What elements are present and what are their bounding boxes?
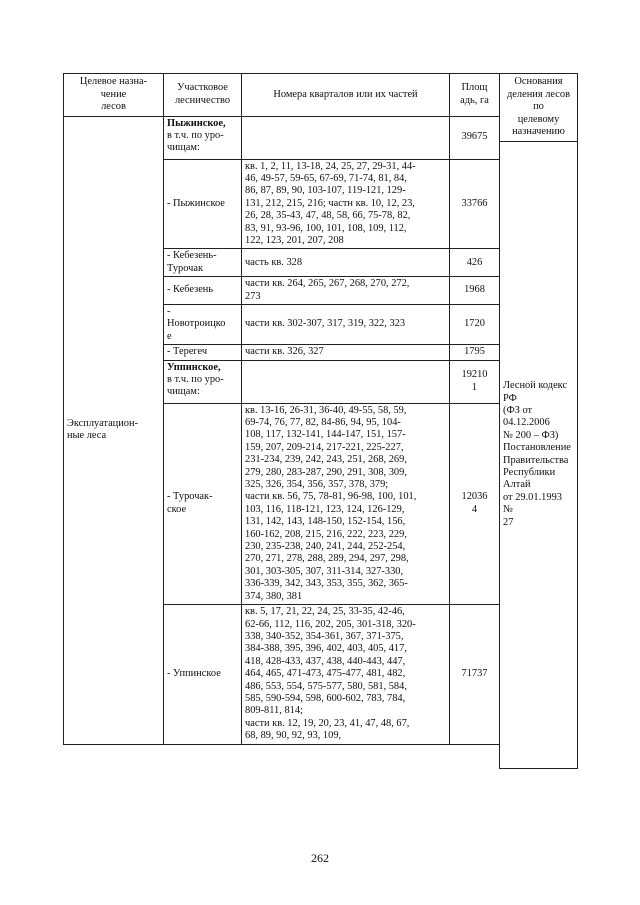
header-district: Участковое лесничество xyxy=(164,74,242,117)
blocks-cell xyxy=(242,116,450,159)
district-name: - Новотроицко е xyxy=(164,304,242,344)
district-name-bold: Пыжинское, xyxy=(167,117,226,129)
area-cell: 39675 xyxy=(450,116,500,159)
blocks-cell: части кв. 302-307, 317, 319, 322, 323 xyxy=(242,304,450,344)
district-cell xyxy=(164,360,242,403)
district-name: - Терегеч xyxy=(164,345,242,360)
district-name: - Кебезень- Турочак xyxy=(164,249,242,277)
blocks-cell: кв. 13-16, 26-31, 36-40, 49-55, 58, 59, 69-74, 76, 77, 82, 84-86, 94, 95, 104- 108, 117, 132-141, 144-147, 151, 157- 159, 207, 209-214, 217-221, 225-227, 231-234, 239, 242, 243, 251, 268, 269, 279, 280, 283-287, 290, 291, 308, 309, 325, 326, 354, 356, 357, 378, 379; части кв. 56, 75, 78-81, 96-98, 100, 101, 103, 116, 118-121, 123, 124, 126-129, 131, 142, 143, 148-150, 152-154, 156, 160-162, 208, 215, 216, 222, 223, 229, 230, 235-238, 240, 241, 244, 252-254, 270, 271, 278, 288, 289, 294, 297, 298, 301, 303-305, 307, 311-314, 327-330, 336-339, 342, 343, 353, 355, 362, 365- 374, 380, 381 xyxy=(242,403,450,605)
blocks-cell: кв. 1, 2, 11, 13-18, 24, 25, 27, 29-31, 44- 46, 49-57, 59-65, 67-69, 71-74, 81, 84, 86, 87, 89, 90, 103-107, 119-121, 129- 131, 212, 215, 216; частн кв. 10, 12, 23, 26, 28, 35-43, 47, 48, 58, 66, 75-78, 82, 83, 91, 93-96, 100, 101, 108, 109, 112, 122, 123, 201, 207, 208 xyxy=(242,159,450,249)
district-name: - Пыжинское xyxy=(164,159,242,249)
district-name: - Турочак- ское xyxy=(164,403,242,605)
table-row xyxy=(64,116,500,159)
header-purpose: Целевое назна- чение лесов xyxy=(64,74,164,117)
area-cell: 71737 xyxy=(450,605,500,744)
blocks-cell xyxy=(242,360,450,403)
page-number: 262 xyxy=(311,851,329,865)
area-cell: 12036 4 xyxy=(450,403,500,605)
area-cell: 1968 xyxy=(450,277,500,305)
table-row xyxy=(500,141,578,768)
header-blocks: Номера кварталов или их частей xyxy=(242,74,450,117)
district-name: в т.ч. по уро- чищам: xyxy=(167,129,224,154)
area-cell: 33766 xyxy=(450,159,500,249)
blocks-cell: кв. 5, 17, 21, 22, 24, 25, 33-35, 42-46, 62-66, 112, 116, 202, 205, 301-318, 320- 338, 340-352, 354-361, 367, 371-375, 384-388, 395, 396, 402, 403, 405, 417, 418, 428-433, 437, 438, 440-443, 447, 464, 465, 471-473, 475-477, 481, 482, 486, 553, 554, 575-577, 580, 581, 584, 585, 590-594, 598, 600-602, 783, 784, 809-811, 814; части кв. 12, 19, 20, 23, 41, 47, 48, 67, 68, 89, 90, 92, 93, 109, xyxy=(242,605,450,744)
header-area: Площ адь, га xyxy=(450,74,500,117)
basis-column xyxy=(499,73,578,769)
purpose-cell: Эксплуатацион- ные леса xyxy=(64,116,164,744)
blocks-cell: часть кв. 328 xyxy=(242,249,450,277)
district-name-bold: Уппинское, xyxy=(167,361,221,373)
blocks-cell: части кв. 264, 265, 267, 268, 270, 272, 273 xyxy=(242,277,450,305)
table-header-row xyxy=(64,74,500,117)
basis-cell: Лесной кодекс РФ (ФЗ от 04.12.2006 № 200 – ФЗ) Постановление Правительства Республики Алтай от 29.01.1993 № 27 xyxy=(500,141,578,768)
blocks-cell: части кв. 326, 327 xyxy=(242,345,450,360)
district-cell xyxy=(164,116,242,159)
forest-purpose-table xyxy=(63,73,500,745)
district-name: - Кебезень xyxy=(164,277,242,305)
district-name: в т.ч. по уро- чищам: xyxy=(167,374,224,398)
area-cell: 19210 1 xyxy=(450,360,500,403)
table-header-row xyxy=(500,74,578,142)
header-basis: Основания деления лесов по целевому назначению xyxy=(500,74,578,142)
district-name: - Уппинское xyxy=(164,605,242,744)
area-cell: 1795 xyxy=(450,345,500,360)
area-cell: 426 xyxy=(450,249,500,277)
area-cell: 1720 xyxy=(450,304,500,344)
